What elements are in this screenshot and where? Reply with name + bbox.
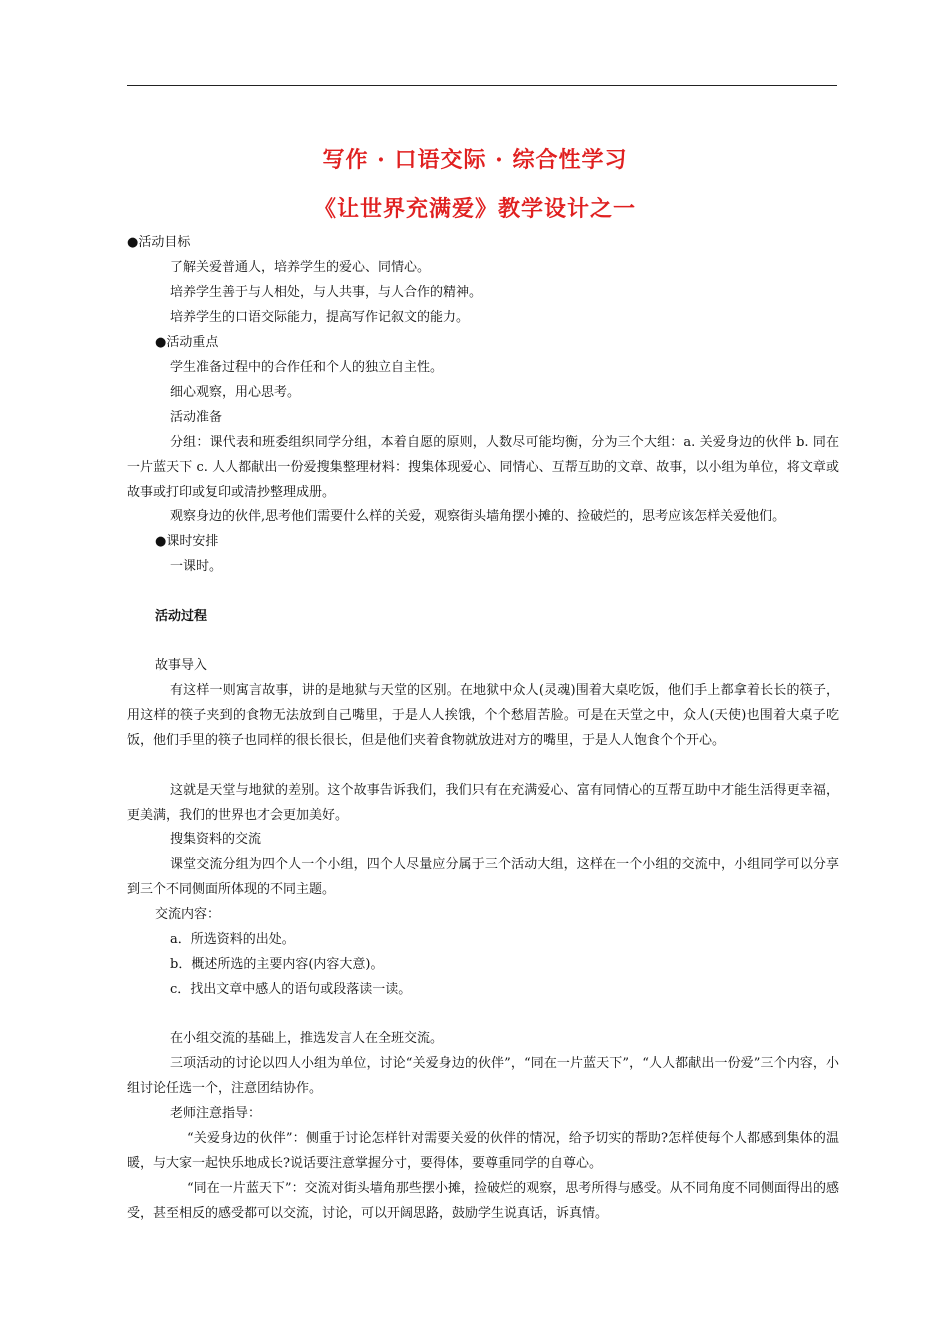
recommend-line: 在小组交流的基础上，推选发言人在全班交流。 — [170, 1031, 444, 1046]
observe-line: 观察身边的伙伴,思考他们需要什么样的关爱，观察街头墙角摆小摊的、捡破烂的，思考应该怎样关爱他们。 — [170, 509, 786, 524]
schedule-line: 一课时。 — [170, 559, 223, 574]
teacher-heading: 老师注意指导： — [170, 1106, 262, 1121]
header-rule — [127, 85, 837, 86]
focus-line: 学生准备过程中的合作任和个人的独立自主性。 — [170, 360, 444, 375]
process-heading: 活动过程 — [155, 609, 208, 624]
prep-heading: 活动准备 — [170, 410, 223, 425]
section-head-schedule: ●课时安排 — [155, 534, 219, 549]
story-paragraph: 有这样一则寓言故事，讲的是地狱与天堂的区别。在地狱中众人(灵魂)围着大桌吃饭，他们手上都拿着长长的筷子，用这样的筷子夹到的食物无法放到自己嘴里，于是人人挨饿，个个愁眉苦脸。可是在天堂之中，众人(天使)也围着大桌子吃饭，他们手里的筷子也同样的很长很长，但是他们夹着食物就放进对方的嘴里，于是人人饱食个个开心。 — [127, 683, 839, 748]
grouping-paragraph: 分组：课代表和班委组织同学分组，本着自愿的原则，人数尽可能均衡，分为三个大组：a. 关爱身边的伙伴 b. 同在一片蓝天下 c. 人人都献出一份爱搜集整理材料：搜集体现爱心、同情心、互帮互助的文章、故事，以小组为单位，将文章或故事或打印或复印或清抄整理成册。 — [127, 435, 839, 500]
exchange-heading: 搜集资料的交流 — [170, 832, 262, 847]
section-head-goals: ●活动目标 — [127, 235, 191, 250]
content-item: b．概述所选的主要内容(内容大意)。 — [170, 957, 384, 972]
section-head-focus: ●活动重点 — [155, 335, 219, 350]
title-main: 写作 · 口语交际 · 综合性学习 — [322, 147, 628, 173]
content-heading: 交流内容： — [155, 907, 221, 922]
focus-line: 细心观察，用心思考。 — [170, 385, 301, 400]
title-sub: 《让世界充满爱》教学设计之一 — [313, 196, 636, 222]
goal-line: 培养学生的口语交际能力，提高写作记叙文的能力。 — [170, 310, 470, 325]
content-item: a．所选资料的出处。 — [170, 932, 295, 947]
goal-line: 了解关爱普通人，培养学生的爱心、同情心。 — [170, 260, 431, 275]
exchange-paragraph: 课堂交流分组为四个人一个小组，四个人尽量应分属于三个活动大组，这样在一个小组的交流中，小组同学可以分享到三个不同侧面所体现的不同主题。 — [127, 857, 839, 897]
discussion-paragraph: 三项活动的讨论以四人小组为单位，讨论“关爱身边的伙伴”，“同在一片蓝天下”，“人人都献出一份爱”三个内容，小组讨论任选一个，注意团结协作。 — [127, 1056, 839, 1096]
goal-line: 培养学生善于与人相处，与人共事，与人合作的精神。 — [170, 285, 483, 300]
sky-paragraph: “同在一片蓝天下”：交流对街头墙角那些摆小摊，捡破烂的观察，思考所得与感受。从不同角度不同侧面得出的感受，甚至相反的感受都可以交流，讨论，可以开阔思路，鼓励学生说真话，诉真情。 — [127, 1181, 839, 1221]
care-paragraph: “关爱身边的伙伴”：侧重于讨论怎样针对需要关爱的伙伴的情况，给予切实的帮助?怎样使每个人都感到集体的温暖，与大家一起快乐地成长?说话要注意掌握分寸，要得体，要尊重同学的自尊心。 — [127, 1131, 839, 1171]
story-heading: 故事导入 — [155, 658, 208, 673]
content-item: c．找出文章中感人的语句或段落读一读。 — [170, 982, 412, 997]
difference-paragraph: 这就是天堂与地狱的差别。这个故事告诉我们，我们只有在充满爱心、富有同情心的互帮互助中才能生活得更幸福，更美满，我们的世界也才会更加美好。 — [127, 783, 839, 823]
